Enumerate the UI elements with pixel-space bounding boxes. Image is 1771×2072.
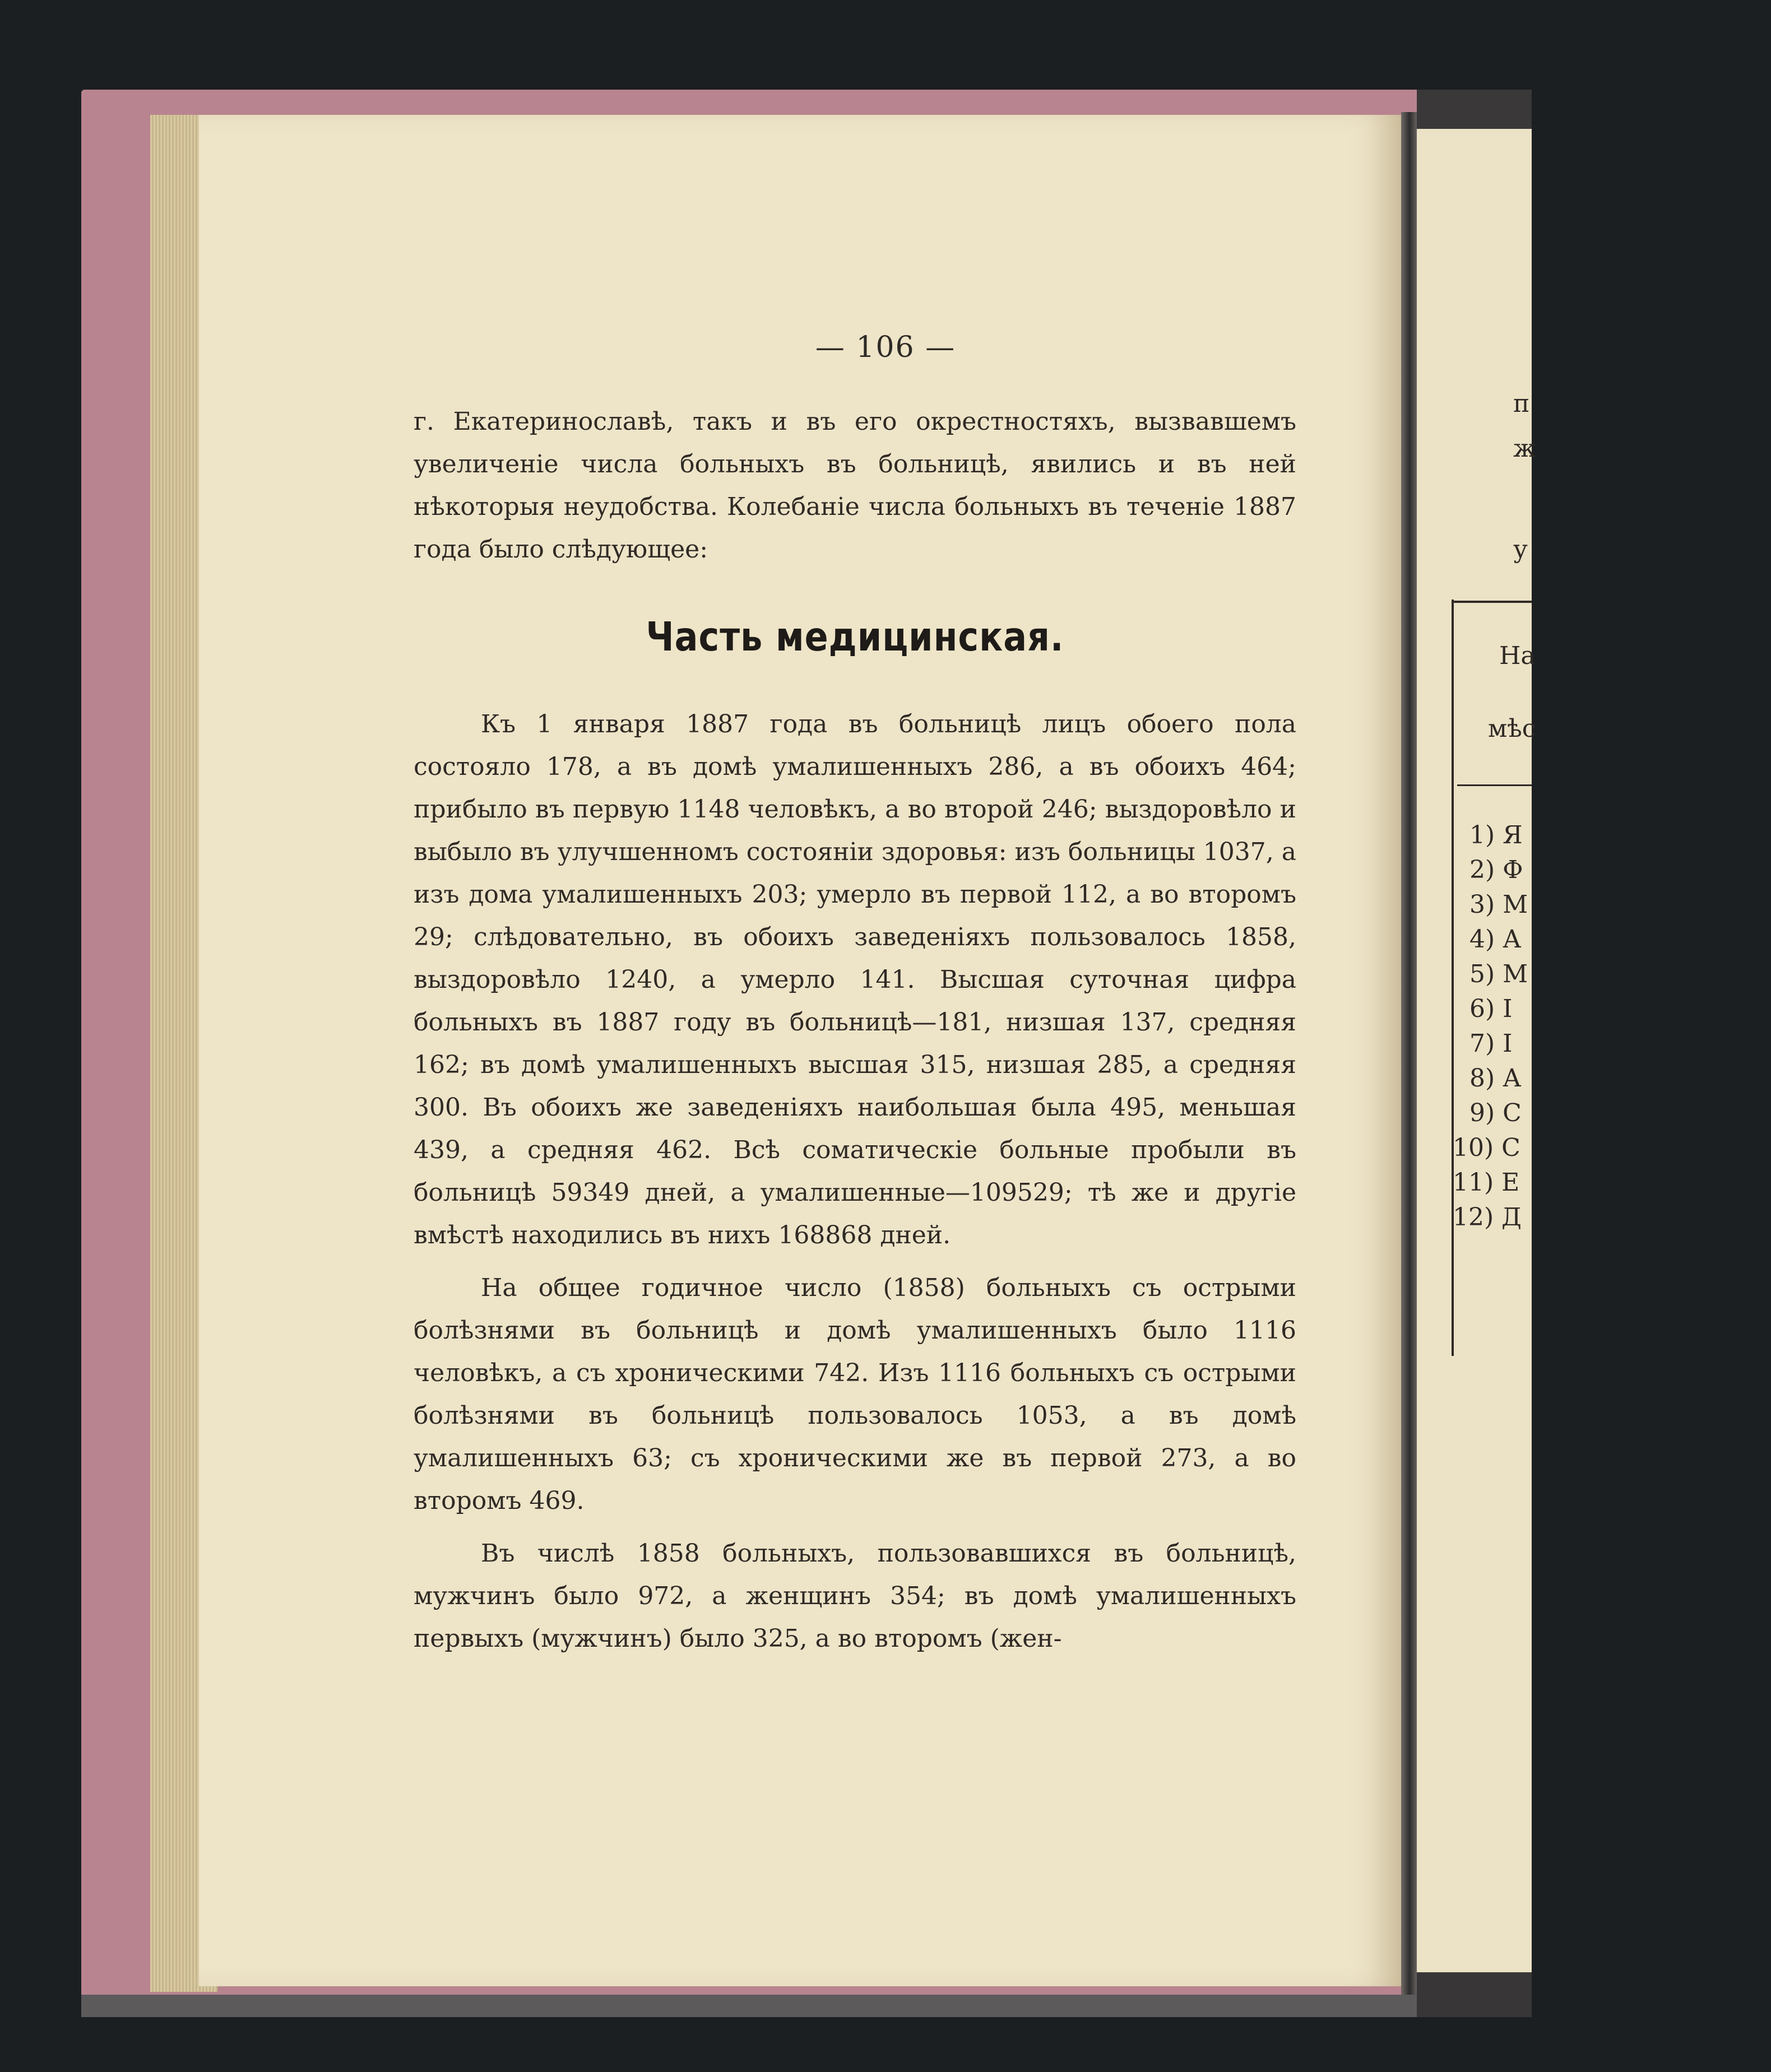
list-item: 8) А bbox=[1469, 1064, 1522, 1093]
facing-header: На bbox=[1499, 642, 1536, 670]
page-number: — 106 — bbox=[815, 331, 956, 364]
intro-paragraph bbox=[414, 401, 1296, 571]
table-border bbox=[1452, 601, 1532, 603]
facing-fragment: у bbox=[1513, 535, 1528, 564]
list-item: 5) М bbox=[1469, 960, 1528, 988]
list-item: 2) Ф bbox=[1469, 856, 1523, 884]
list-item: 3) М bbox=[1469, 890, 1528, 919]
facing-page-top-shadow bbox=[1417, 90, 1532, 134]
list-item: 1) Я bbox=[1469, 821, 1523, 849]
paragraph: Къ 1 января 1887 года въ больницѣ лицъ обоего пола состояло 178, а въ домѣ умалишенныхъ 286, а въ обоихъ 464; прибыло въ первую 1148 человѣкъ, а во второй 246; выздоровѣло и выбыло въ улучшенномъ состояніи здоровья: изъ больницы 1037, а изъ дома умалишенныхъ 203; умерло въ первой 112, а во второмъ 29; слѣдовательно, въ обоихъ заведеніяхъ пользовалось 1858, выздоровѣло 1240, а умерло 141. Высшая суточная цифра больныхъ въ 1887 году въ больницѣ—181, низшая 137, средняя 162; въ домѣ умалишенныхъ высшая 315, низшая 285, а средняя 300. Въ обоихъ же заведеніяхъ наибольшая была 495, меньшая 439, а средняя 462. Всѣ соматическіе больные пробыли въ больницѣ 59349 дней, а умалишенные—109529; тѣ же и другіе вмѣстѣ находились въ нихъ 168868 дней. bbox=[414, 710, 1296, 1249]
list-item: 10) С bbox=[1453, 1133, 1520, 1162]
facing-list bbox=[1453, 818, 1531, 1235]
list-item: 9) С bbox=[1469, 1099, 1522, 1127]
list-item: 12) Д bbox=[1453, 1203, 1522, 1232]
table-border bbox=[1452, 600, 1454, 1356]
list-item: 6) І bbox=[1469, 995, 1513, 1023]
facing-header: мѣс bbox=[1488, 714, 1536, 743]
list-item: 11) Е bbox=[1453, 1168, 1520, 1197]
body-text bbox=[414, 703, 1296, 1660]
paragraph: На общее годичное число (1858) больныхъ съ острыми болѣзнями въ больницѣ и домѣ умалишенныхъ было 1116 человѣкъ, а съ хроническими 742. Изъ 1116 больныхъ съ острыми болѣзнями въ больницѣ пользовалось 1053, а въ домѣ умалишенныхъ 63; съ хроническими же въ первой 273, а во второмъ 469. bbox=[414, 1274, 1296, 1515]
table-border bbox=[1457, 784, 1532, 786]
paragraph: Въ числѣ 1858 больныхъ, пользовавшихся въ больницѣ, мужчинъ было 972, а женщинъ 354; въ домѣ умалишенныхъ первыхъ (мужчинъ) было 325, а во второмъ (жен- bbox=[414, 1539, 1296, 1653]
list-item: 4) А bbox=[1469, 925, 1522, 954]
book-gutter bbox=[1401, 112, 1418, 1995]
facing-fragment: ж bbox=[1513, 434, 1536, 463]
intro-text: г. Екатеринославѣ, такъ и въ его окрестностяхъ, вызвавшемъ увеличеніе числа больныхъ въ больницѣ, явились и въ ней нѣкоторыя неудобства. Колебаніе числа больныхъ въ теченіе 1887 года было слѣдующее: bbox=[414, 407, 1296, 564]
list-item: 7) І bbox=[1469, 1029, 1513, 1058]
facing-page-bottom-shadow bbox=[1417, 1972, 1532, 2017]
section-heading: Часть медицинская. bbox=[646, 613, 1064, 661]
facing-fragment: п bbox=[1513, 389, 1530, 418]
cover-shadow bbox=[81, 1995, 1532, 2017]
